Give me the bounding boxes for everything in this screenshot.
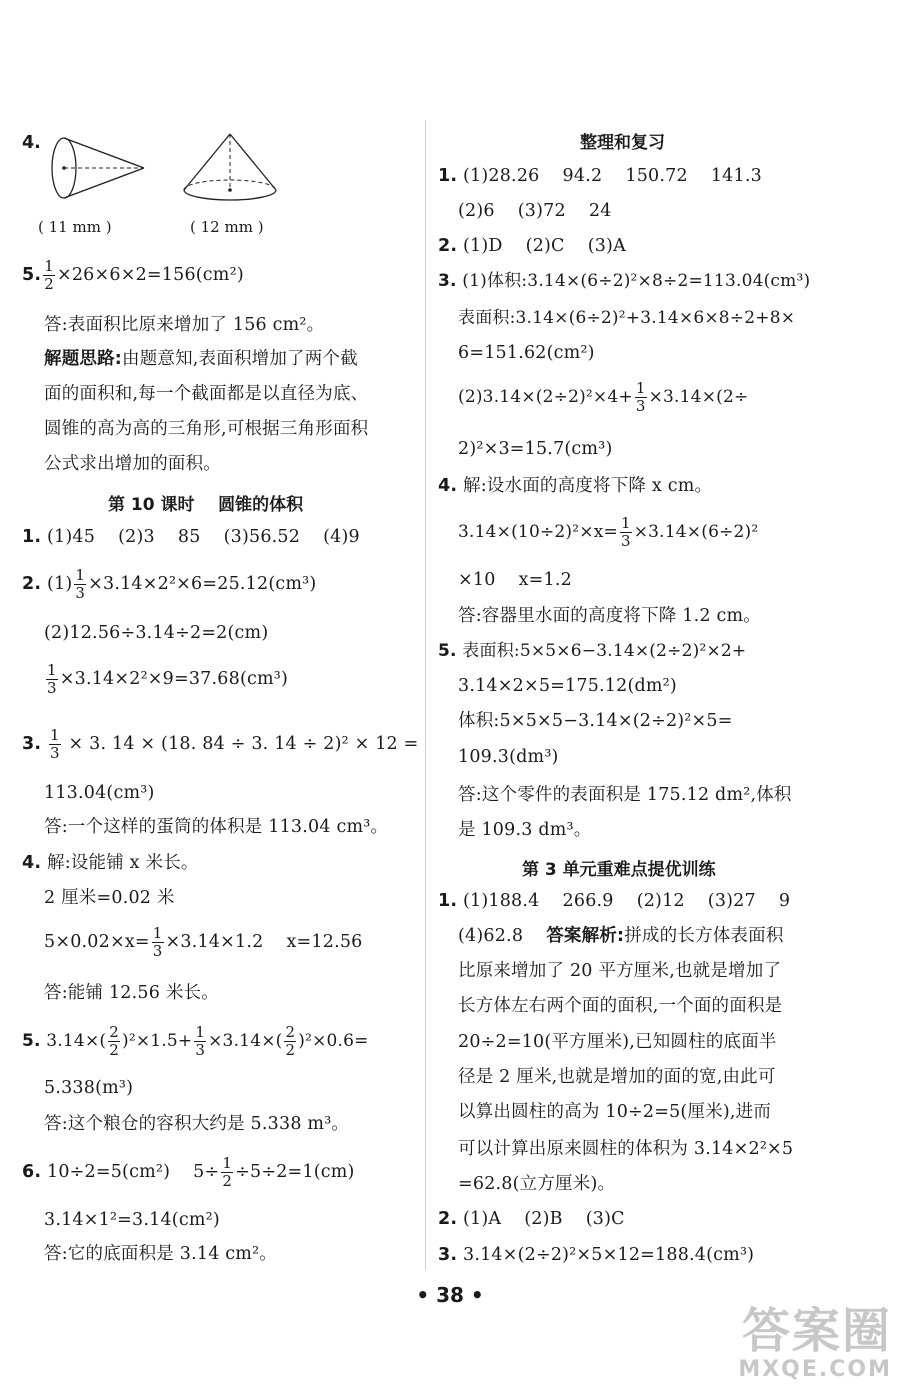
page-number: • 38 •	[416, 1283, 484, 1307]
s4-answer: 答:能铺 12.56 米长。	[44, 983, 219, 1003]
r5-line-3: 体积:5×5×5−3.14×(2÷2)²×5=	[458, 711, 733, 731]
s6-answer: 答:它的底面积是 3.14 cm²。	[44, 1244, 277, 1264]
r4-line-3: ×10 x=1.2	[458, 570, 572, 590]
s5-line-2: 5.338(m³)	[44, 1078, 134, 1098]
r1-line-2: (2)6 (3)72 24	[458, 201, 612, 221]
s2-line-3: $\frac{1}{3}$ ×3.14×2²×9=37.68(cm³)	[47, 661, 289, 697]
t1-analysis-line: =62.8(立方厘米)。	[458, 1174, 616, 1194]
s1-line: 1. (1)45 (2)3 85 (3)56.52 (4)9	[22, 527, 360, 547]
t1-analysis-line: 20÷2=10(平方厘米),已知圆柱的底面半	[458, 1032, 777, 1052]
r4-line-2: 3.14×(10÷2)²×x= $\frac{1}{3}$ ×3.14×(6÷2)²	[458, 514, 759, 550]
s2-line-2: (2)12.56÷3.14÷2=2(cm)	[44, 623, 269, 643]
fraction: $\frac{1}{3}$	[47, 661, 57, 697]
r5-line-1: 5. 表面积:5×5×6−3.14×(2÷2)²×2+	[438, 641, 747, 661]
q5-answer: 答:表面积比原来增加了 156 cm²。	[44, 315, 325, 335]
fraction: $\frac{1}{3}$	[195, 1023, 206, 1059]
fraction: $\frac{2}{2}$	[285, 1023, 296, 1059]
t1-analysis-line: 以算出圆柱的高为 10÷2=5(厘米),进而	[458, 1102, 772, 1122]
s4-line-2: 2 厘米=0.02 米	[44, 888, 175, 908]
s5-line-1: 5. 3.14×( $\frac{2}{2}$ )²×1.5+ $\frac{1}{3}$ ×3.14×( $\frac{2}{2}$ )²×0.6=	[22, 1023, 369, 1059]
hint-label: 解题思路:	[44, 349, 122, 369]
s3-answer: 答:一个这样的蛋筒的体积是 113.04 cm³。	[44, 817, 389, 837]
t3-line: 3. 3.14×(2÷2)²×5×12=188.4(cm³)	[438, 1245, 755, 1265]
left-column	[22, 0, 419, 1390]
right-column	[438, 0, 838, 1390]
r1-line-1: 1. (1)28.26 94.2 150.72 141.3	[438, 166, 762, 186]
column-divider	[425, 120, 426, 1270]
s6-line-1: 6. 10÷2=5(cm²) 5÷ $\frac{1}{2}$ ÷5÷2=1(cm)	[22, 1154, 355, 1190]
fraction: $\frac{1}{3}$	[620, 514, 631, 550]
q4-label: 4.	[22, 133, 41, 153]
answer-analysis-label: 答案解析:	[546, 926, 625, 946]
s3-line-1: 3. $\frac{1}{3}$ × 3. 14 × (18. 84 ÷ 3. 14 ÷ 2)² × 12 =	[22, 726, 419, 762]
hint-line-2: 面的面积和,每一个截面都是以直径为底、	[44, 384, 369, 404]
r5-line-5: 答:这个零件的表面积是 175.12 dm²,体积	[458, 785, 792, 805]
s4-line-3: 5×0.02×x= $\frac{1}{3}$ ×3.14×1.2 x=12.56	[44, 924, 363, 960]
s5-answer: 答:这个粮仓的容积大约是 5.338 m³。	[44, 1114, 350, 1134]
cone-upright-figure	[180, 130, 280, 208]
r5-line-2: 3.14×2×5=175.12(dm²)	[458, 676, 677, 696]
hint-line-4: 公式求出增加的面积。	[44, 454, 221, 474]
r3-line-1: 3. (1)体积:3.14×(6÷2)²×8÷2=113.04(cm³)	[438, 271, 811, 291]
r4-line-1: 4. 解:设水面的高度将下降 x cm。	[438, 476, 713, 496]
s4-line-1: 4. 解:设能铺 x 米长。	[22, 853, 199, 873]
cone-sideways-figure	[44, 130, 154, 208]
t2-line: 2. (1)A (2)B (3)C	[438, 1209, 625, 1229]
fraction: $\frac{1}{2}$	[44, 257, 54, 293]
t1-line-2: (4)62.8 答案解析:拼成的长方体表面积	[458, 926, 784, 946]
r3-line-4: (2)3.14×(2÷2)²×4+ $\frac{1}{3}$ ×3.14×(2÷	[458, 379, 749, 415]
fraction: $\frac{1}{3}$	[152, 924, 163, 960]
r3-line-5: 2)²×3=15.7(cm³)	[458, 439, 613, 459]
r5-line-4: 109.3(dm³)	[458, 747, 559, 767]
fraction: $\frac{1}{3}$	[635, 379, 646, 415]
section-title-unit3: 第 3 单元重难点提优训练	[522, 860, 716, 880]
q5-label: 5.	[22, 265, 42, 285]
section-title-review: 整理和复习	[580, 133, 665, 153]
t1-analysis-line: 可以计算出原来圆柱的体积为 3.14×2²×5	[458, 1139, 794, 1159]
q4-caption-1: ( 11 mm )	[38, 218, 112, 236]
s3-line-2: 113.04(cm³)	[44, 783, 155, 803]
t1-analysis-line: 径是 2 厘米,也就是增加的面的宽,由此可	[458, 1067, 776, 1087]
fraction: $\frac{1}{2}$	[222, 1154, 233, 1190]
hint-line-3: 圆锥的高为高的三角形,可根据三角形面积	[44, 419, 369, 439]
fraction: $\frac{1}{3}$	[75, 566, 86, 602]
r3-line-2: 表面积:3.14×(6÷2)²+3.14×6×8÷2+8×	[458, 308, 796, 328]
r2-line: 2. (1)D (2)C (3)A	[438, 236, 626, 256]
t1-line-1: 1. (1)188.4 266.9 (2)12 (3)27 9	[438, 891, 791, 911]
fraction: $\frac{2}{2}$	[109, 1023, 119, 1059]
q5-expression: ×26×6×2=156(cm²)	[56, 265, 244, 285]
q4-caption-2: ( 12 mm )	[190, 218, 264, 236]
section-title-lesson10: 第 10 课时 圆锥的体积	[108, 495, 304, 515]
s2-line-1: 2. (1) $\frac{1}{3}$ ×3.14×2²×6=25.12(cm³)	[22, 566, 317, 602]
r5-line-6: 是 109.3 dm³。	[458, 820, 592, 840]
t1-analysis-line: 长方体左右两个面的面积,一个面的面积是	[458, 996, 783, 1016]
r4-answer: 答:容器里水面的高度将下降 1.2 cm。	[458, 606, 761, 626]
t1-analysis-line: 比原来增加了 20 平方厘米,也就是增加了	[458, 961, 782, 981]
hint-line-1: 解题思路:由题意知,表面积增加了两个截	[44, 349, 358, 369]
fraction: $\frac{1}{3}$	[50, 726, 60, 762]
r3-line-3: 6=151.62(cm²)	[458, 343, 595, 363]
q5-line	[22, 258, 244, 293]
watermark-logo: 答案圈 MXQE.COM	[738, 1303, 892, 1382]
s6-line-2: 3.14×1²=3.14(cm²)	[44, 1210, 220, 1230]
